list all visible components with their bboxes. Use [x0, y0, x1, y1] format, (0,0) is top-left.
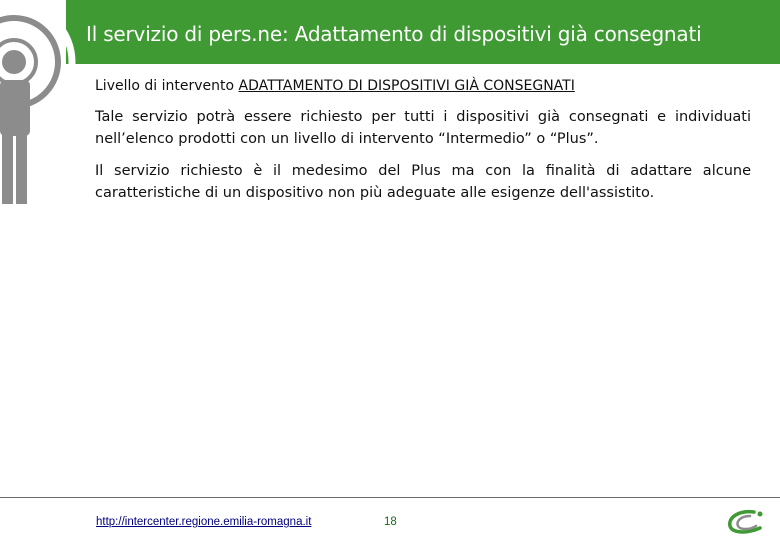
footer-link[interactable]: http://intercenter.regione.emilia-romagna.it — [96, 516, 312, 528]
paragraph-1: Tale servizio potrà essere richiesto per tutti i dispositivi già consegnati e individuati nell’elenco prodotti con un livello di intervento “Intermedio” o “Plus”. — [95, 109, 751, 147]
person-signal-icon — [0, 0, 80, 250]
intervention-level-label: Livello di intervento — [95, 78, 239, 94]
footer-divider — [0, 497, 780, 498]
paragraph-2: Il servizio richiesto è il medesimo del Plus ma con la finalità di adattare alcune caratteristiche di un dispositivo non più adeguate alle esigenze dell'assistito. — [95, 163, 751, 201]
intervention-level-value: ADATTAMENTO DI DISPOSITIVI GIÀ CONSEGNATI — [238, 78, 575, 94]
intervention-level — [95, 78, 751, 94]
intercenter-logo-icon — [724, 508, 774, 536]
page-number: 18 — [384, 516, 397, 528]
page-title: Il servizio di pers.ne: Adattamento di dispositivi già consegnati — [86, 22, 702, 46]
content-area — [95, 78, 751, 214]
